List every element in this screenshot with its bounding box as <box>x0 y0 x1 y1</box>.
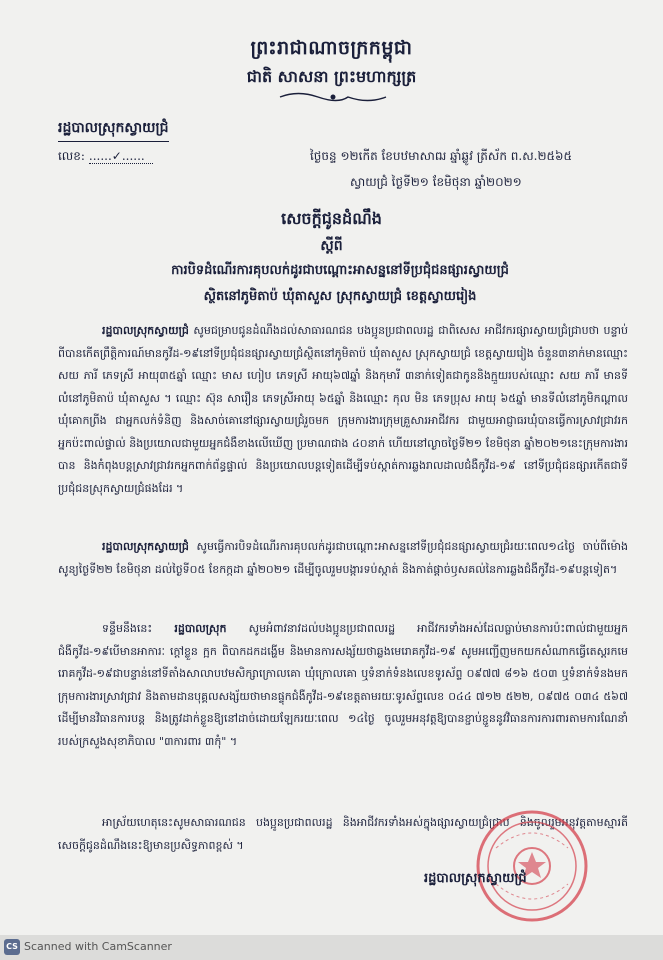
subject-line-1: ការបិទដំណើរការគុបលក់ដូរជាបណ្តោះអាសន្ននៅទីប្រជុំជនផ្សារស្វាយជ្រំ <box>171 263 509 278</box>
camscanner-logo-icon: CS <box>4 939 20 955</box>
national-motto: ជាតិ សាសនា ព្រះមហាក្សត្រ <box>246 67 417 86</box>
body-paragraph-2 <box>58 536 628 581</box>
reference-number <box>58 148 153 166</box>
issuing-authority: រដ្ឋបាលស្រុកស្វាយជ្រំ <box>58 118 169 142</box>
paragraph-text: សូមធ្វើការបិទដំណើរការគុបលក់ដូរជាបណ្តោះអាសន្ននៅទីប្រជុំជនផ្សារស្វាយជ្រំរយៈពេល១៤ថ្ងៃ ចាប់ពីម៉ោងសូន្យថ្ងៃទី២២ ខែមិថុនា ដល់ថ្ងៃទី០៥ ខែកក្កដា ឆ្នាំ២០២១ ដើម្បីចូលរួមបង្ការទប់ស្កាត់ និងកាត់ផ្តាច់ឫសគល់នៃការឆ្លងជំងឺកូវីដ-១៩បន្តទៀត។ <box>58 540 628 576</box>
subject-line-2: ស្ថិតនៅភូមិតាប៉ ឃុំតាសួស ស្រុកស្វាយជ្រំ ខេត្តស្វាយរៀង <box>203 289 477 304</box>
body-paragraph-1 <box>58 320 628 500</box>
paragraph-lead: រដ្ឋបាលស្រុកស្វាយជ្រំ <box>102 324 189 337</box>
ornament-divider-icon <box>278 90 388 104</box>
paragraph-lead: រដ្ឋបាលស្រុកស្វាយជ្រំ <box>102 540 189 553</box>
paragraph-text: ទន្ទឹមនឹងនេះ <box>102 622 175 635</box>
solar-date: ស្វាយជ្រំ ថ្ងៃទី២១ ខែមិថុនា ឆ្នាំ២០២១ <box>350 175 522 189</box>
scanner-watermark-text: Scanned with CamScanner <box>24 940 172 953</box>
official-seal-icon <box>474 808 590 924</box>
paragraph-text: សូមជម្រាបជូនដំណឹងដល់សាធារណជន បងប្អូនប្រជាពលរដ្ឋ ជាពិសេស អាជីវករផ្សារស្វាយជ្រំជ្រាបថា បន្ទាប់ពីបានកើតព្រឹត្តិការណ៍មានកូវីដ-១៩នៅទីប្រជុំជនផ្សារស្វាយជ្រំស្ថិតនៅភូមិតាប៉ ឃុំតាសួស ស្រុកស្វាយជ្រំ ខេត្តស្វាយរៀង ចំនួន៣នាក់មានឈ្មោះ សយ ភារី ភេទស្រី អាយុ៣៥ឆ្នាំ ឈ្មោះ មាស ហៀប ភេទស្រី អាយុ៦៧ឆ្នាំ និងកុមារី ៣នាក់ទៀតជាកូននិងក្មួយរបស់ឈ្មោះ សយ ភារី មានទីលំនៅភូមិតាប៉ ឃុំតាសួស ។ ឈ្មោះ ស៊ុន សារឿន ភេទស្រីអាយុ ៦៥ឆ្នាំ និងឈ្មោះ កុល មិន ភេទប្រុស អាយុ ៦៥ឆ្នាំ មានទីលំនៅភូមិកណ្តាល ឃុំគោកព្រីង ជាអ្នកលក់ទំនិញ និងសាច់គោនៅផ្សារស្វាយជ្រំរួចមក ក្រុមការងារក្រុមគ្រួសារអាជីវករ ជាមួយអាជ្ញាធរឃុំបានធ្វើការស្រាវជ្រាវរកអ្នកប៉ះពាល់ផ្ទាល់ និងប្រយោលជាមួយអ្នកជំងឺខាងលើឃើញ ប្រមាណជាង ៤០នាក់ ហើយនៅល្ងាចថ្ងៃទី២១ ខែមិថុនា ឆ្នាំ២០២១នេះក្រុមការងារបាន និងកំពុងបន្តស្រាវជ្រាវរកអ្នកពាក់ព័ន្ធផ្ទាល់ និងប្រយោលបន្តទៀតដើម្បីទប់ស្កាត់ការឆ្លងរាលដាលជំងឺកូវីដ-១៩ នៅទីប្រជុំជនផ្សារកើតជាទីប្រជុំជនស្រុកស្វាយជ្រំផងដែរ ។ <box>58 324 628 495</box>
lunar-date: ថ្ងៃចន្ទ ១២កើត ខែបឋមាសាឍ ឆ្នាំឆ្លូវ ត្រីស័ក ព.ស.២៥៦៥ <box>310 149 573 163</box>
paragraph-text: សូមអំពាវនាវដល់បងប្អូនប្រជាពលរដ្ឋ អាជីវករទាំងអស់ដែលធ្លាប់មានការប៉ះពាល់ជាមួយអ្នកជំងឺកូវីដ-១៩បើមានអាការៈ ក្តៅខ្លួន ក្អក ពិបាកដកដង្ហើម និងមានការសង្ស័យថាឆ្លងមេរោគកូវីដ-១៩ សូមអញ្ជើញមកយកសំណាកធ្វើតេស្តរកមេរោគកូវីដ-១៩ជាបន្ទាន់នៅទីតាំងសាលាបឋមសិក្សាក្រោលគោ ឃុំក្រោលគោ ឬទំនាក់ទំនងលេខទូរស័ព្ទ ០៩៧៧ ៨១៦ ៥០៣ ឬទំនាក់ទំនងមកក្រុមការងារស្រាវជ្រាវ និងតាមដានបុគ្គលសង្ស័យថាមានផ្ទុកជំងឺកូវីដ-១៩ខេត្តតាមរយៈទូរស័ព្ទលេខ ០៤៤ ៧១២ ៥២២, ០៩៧៥ ០៣៤ ៥៦៧ ដើម្បីមានវិធានការបន្ត និងត្រូវដាក់ខ្លួនឱ្យនៅដាច់ដោយឡែករយៈពេល ១៤ថ្ងៃ ចូលរួមអនុវត្តឱ្យបានខ្ជាប់ខ្ជួននូវវិធានការការពារតាមការណែនាំរបស់ក្រសួងសុខាភិបាល "៣ការពារ ៣កុំ" ។ <box>58 622 629 748</box>
signature-authority: រដ្ឋបាលស្រុកស្វាយជ្រំ <box>424 871 527 886</box>
document-type-title: សេចក្តីជូនដំណឹង <box>281 209 382 228</box>
paragraph-lead: រដ្ឋបាលស្រុក <box>174 622 227 635</box>
kingdom-heading: ព្រះរាជាណាចក្រកម្ពុជា <box>250 37 413 59</box>
reference-value: ......✓...... <box>89 149 153 164</box>
body-paragraph-3 <box>58 618 628 753</box>
paragraph-text: អាស្រ័យហេតុនេះសូមសាធារណជន បងប្អូនប្រជាពលរដ្ឋ និងអាជីវករទាំងអស់ក្នុងផ្សារស្វាយជ្រំជ្រាប និងចូលរួមអនុវត្តតាមស្មារតីសេចក្តីជូនដំណឹងនេះឱ្យមានប្រសិទ្ធភាពខ្ពស់ ។ <box>58 816 628 852</box>
reference-label: លេខ: <box>58 149 85 163</box>
subject-label: ស្តីពី <box>320 238 343 254</box>
